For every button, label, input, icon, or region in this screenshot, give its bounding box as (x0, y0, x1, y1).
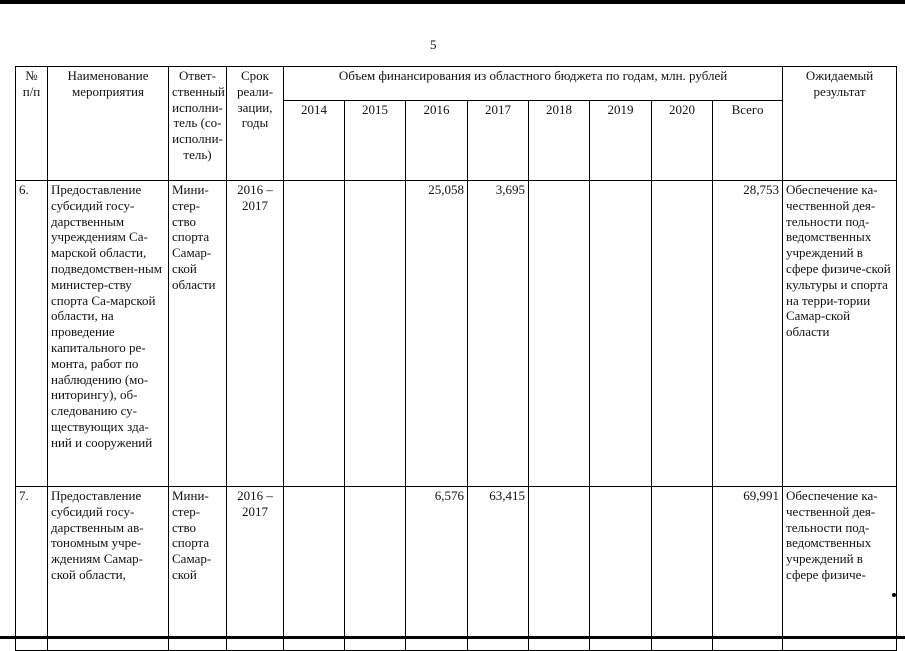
row-result: Обеспечение ка-чественной дея-тельности под-ведомственных учреждений в сфере физиче- (783, 487, 897, 651)
row-value-2017: 3,695 (468, 181, 529, 487)
row-value-2015 (345, 181, 406, 487)
bottom-border-rule (0, 636, 905, 639)
row-name: Предоставление субсидий госу-дарственным учреждениям Са-марской области, подведомствен-ным министер-ству спорта Са-марской области, на проведение капитального ре-монта, работ по наблюдению (мо-ниторингу), об-следованию су-ществующих зда-ний и сооружений (48, 181, 169, 487)
header-name: Наименование мероприятия (48, 67, 169, 181)
header-year-2019: 2019 (590, 101, 652, 181)
row-value-2016: 25,058 (406, 181, 468, 487)
header-row-top (16, 67, 897, 101)
header-result: Ожидаемый результат (783, 67, 897, 181)
row-value-2020 (652, 487, 713, 651)
row-executor: Мини-стер-ство спорта Самар-ской области (169, 181, 227, 487)
row-value-2018 (529, 487, 590, 651)
header-year-2017: 2017 (468, 101, 529, 181)
header-executor: Ответ-ственный исполни-тель (со-исполни-тель) (169, 67, 227, 181)
header-year-2018: 2018 (529, 101, 590, 181)
scan-speck (892, 593, 896, 597)
row-total: 69,991 (713, 487, 783, 651)
header-year-2015: 2015 (345, 101, 406, 181)
row-value-2019 (590, 487, 652, 651)
header-year-2016: 2016 (406, 101, 468, 181)
page-number: 5 (430, 37, 437, 52)
table-row (16, 181, 897, 487)
row-value-2017: 63,415 (468, 487, 529, 651)
row-executor: Мини-стер-ство спорта Самар-ской (169, 487, 227, 651)
row-term: 2016 – 2017 (227, 181, 284, 487)
row-value-2019 (590, 181, 652, 487)
header-year-2020: 2020 (652, 101, 713, 181)
financing-table (15, 66, 897, 651)
row-num: 7. (16, 487, 48, 651)
row-term: 2016 – 2017 (227, 487, 284, 651)
row-value-2018 (529, 181, 590, 487)
table-row (16, 487, 897, 651)
top-border-rule (0, 0, 905, 4)
row-result: Обеспечение ка-чественной дея-тельности под-ведомственных учреждений в сфере физиче-ской культуры и спорта на терри-тории Самар-ской области (783, 181, 897, 487)
row-num: 6. (16, 181, 48, 487)
header-term: Срок реали-зации, годы (227, 67, 284, 181)
header-financing: Объем финансирования из областного бюджета по годам, млн. рублей (284, 67, 783, 101)
header-year-2014: 2014 (284, 101, 345, 181)
row-value-2015 (345, 487, 406, 651)
row-value-2020 (652, 181, 713, 487)
header-num: № п/п (16, 67, 48, 181)
row-value-2016: 6,576 (406, 487, 468, 651)
row-name: Предоставление субсидий госу-дарственным ав-тономным учре-ждениям Самар-ской области, (48, 487, 169, 651)
row-value-2014 (284, 487, 345, 651)
row-value-2014 (284, 181, 345, 487)
header-total: Всего (713, 101, 783, 181)
row-total: 28,753 (713, 181, 783, 487)
